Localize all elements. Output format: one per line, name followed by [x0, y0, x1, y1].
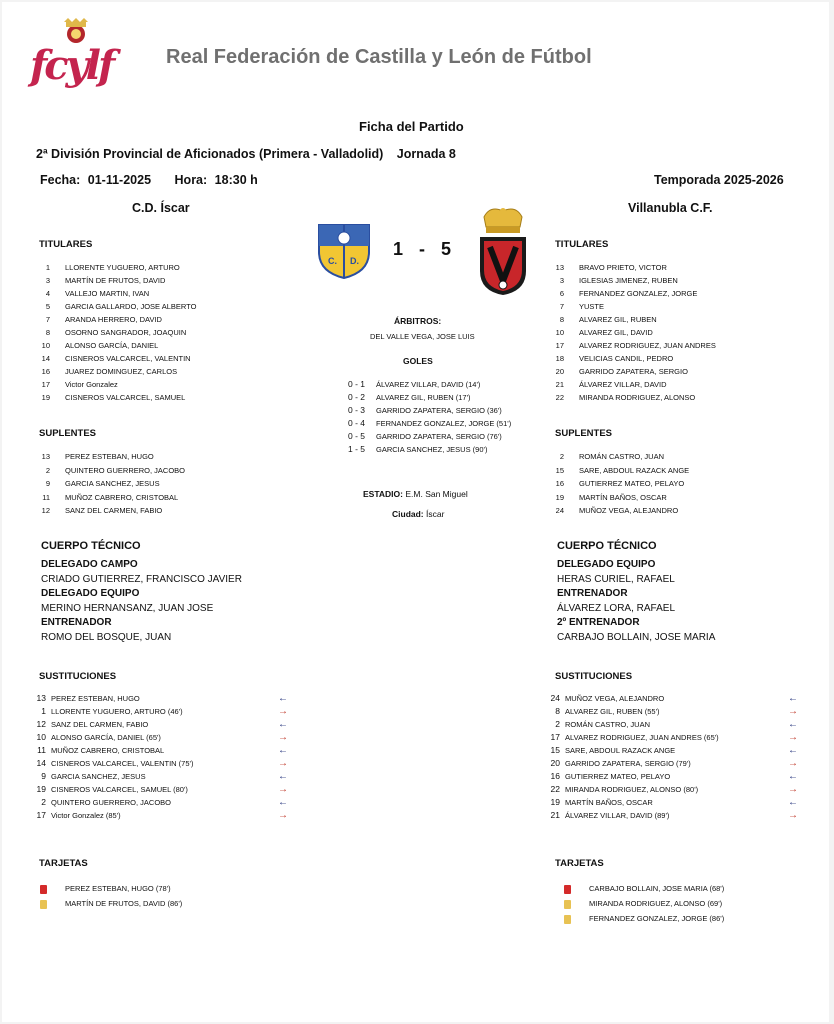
goal-scorer: ÁLVAREZ VILLAR, DAVID (14') — [376, 380, 481, 389]
referee-name: DEL VALLE VEGA, JOSE LUIS — [370, 332, 475, 341]
home-starter-number: 10 — [41, 341, 50, 350]
home-team-name: C.D. Íscar — [132, 201, 190, 215]
home-substitution-row — [32, 731, 161, 744]
home-starter-name: JUAREZ DOMINGUEZ, CARLOS — [65, 367, 178, 376]
home-starter-number: 17 — [41, 380, 50, 389]
arrow-left-icon: ← — [278, 693, 288, 704]
date-time-line — [40, 173, 258, 187]
away-sub-name: GUTIERREZ MATEO, PELAYO — [579, 479, 685, 488]
away-sub-number: 15 — [555, 465, 564, 475]
city — [392, 509, 444, 519]
away-sub-number: 24 — [555, 506, 564, 515]
away-starter-name: VELICIAS CANDIL, PEDRO — [579, 354, 674, 363]
goal-score: 0 - 4 — [348, 418, 366, 428]
arrow-left-icon: ← — [278, 771, 288, 782]
home-starter-number: 7 — [45, 315, 50, 324]
arrow-left-icon: ← — [788, 693, 798, 704]
home-substitution-number: 10 — [36, 732, 46, 742]
home-substitutions-title: SUSTITUCIONES — [39, 671, 117, 682]
home-starters-title: TITULARES — [39, 239, 93, 250]
home-substitution-name: ALONSO GARCÍA, DANIEL (65') — [51, 733, 161, 742]
home-staff-list — [41, 558, 242, 645]
away-sub-name: SARE, ABDOUL RAZACK ANGE — [579, 465, 690, 475]
away-sub-number: 16 — [555, 479, 564, 488]
home-substitution-name: PEREZ ESTEBAN, HUGO — [51, 694, 140, 703]
away-starter-name: GARRIDO ZAPATERA, SERGIO — [579, 367, 688, 376]
home-substitution-number: 12 — [36, 719, 46, 729]
home-substitution-number: 1 — [41, 706, 46, 716]
home-starter-row — [36, 379, 118, 391]
goals-title: GOLES — [403, 356, 433, 366]
home-sub-number: 11 — [42, 492, 50, 502]
home-substitution-row — [32, 718, 148, 731]
arrow-left-icon: ← — [278, 745, 288, 756]
home-starter-row — [36, 301, 196, 313]
home-substitution-name: QUINTERO GUERRERO, JACOBO — [51, 798, 172, 807]
home-starter-row — [36, 327, 186, 339]
home-starter-number: 16 — [41, 367, 50, 376]
away-staff-title: CUERPO TÉCNICO — [557, 540, 657, 552]
away-substitution-number: 19 — [550, 797, 560, 807]
away-staff-role: ENTRENADOR — [557, 588, 628, 599]
away-starter-row — [550, 301, 604, 313]
goal-score: 0 - 3 — [348, 405, 366, 415]
away-staff-name: HERAS CURIEL, RAFAEL — [557, 573, 675, 585]
city-label: Ciudad: — [392, 509, 424, 519]
home-starter-row — [36, 262, 180, 274]
goal-scorer: FERNANDEZ GONZALEZ, JORGE (51') — [376, 419, 512, 428]
home-starter-name: GARCIA GALLARDO, JOSE ALBERTO — [65, 302, 197, 311]
home-starter-name: MARTÍN DE FRUTOS, DAVID — [65, 276, 166, 285]
away-substitutions-title: SUSTITUCIONES — [555, 671, 633, 682]
away-sub-row — [550, 505, 678, 517]
home-starter-number: 3 — [45, 276, 50, 285]
sheet-title: Ficha del Partido — [359, 119, 464, 134]
home-substitution-number: 13 — [36, 693, 46, 703]
competition-line — [36, 147, 456, 161]
home-starter-name: ARANDA HERRERO, DAVID — [65, 315, 162, 324]
away-staff-name: CARBAJO BOLLAIN, JOSE MARIA — [557, 631, 716, 643]
round: Jornada 8 — [396, 147, 456, 161]
goal-row — [348, 443, 487, 456]
goal-scorer: GARRIDO ZAPATERA, SERGIO (36') — [376, 406, 502, 415]
away-starter-number: 13 — [555, 263, 564, 272]
home-substitution-row — [32, 705, 183, 718]
home-substitution-row — [32, 744, 164, 757]
federation-title: Real Federación de Castilla y León de Fútbol — [166, 46, 592, 68]
away-starter-number: 3 — [559, 276, 564, 285]
away-sub-name: ROMÁN CASTRO, JUAN — [579, 452, 665, 461]
home-substitution-number: 2 — [41, 797, 46, 807]
away-starter-name: ÁLVAREZ VILLAR, DAVID — [579, 380, 667, 389]
away-card-name: FERNANDEZ GONZALEZ, JORGE (86') — [589, 914, 725, 923]
away-starter-number: 17 — [555, 341, 564, 350]
away-sub-number: 2 — [559, 452, 564, 461]
score — [393, 239, 451, 260]
arrow-left-icon: ← — [788, 797, 798, 808]
away-starter-name: YUSTE — [579, 302, 605, 311]
svg-text:D.: D. — [350, 256, 359, 266]
home-starter-number: 19 — [41, 393, 50, 402]
away-substitution-number: 17 — [550, 732, 560, 742]
away-starter-row — [550, 392, 695, 404]
away-substitution-name: MUÑOZ VEGA, ALEJANDRO — [565, 694, 665, 703]
away-substitution-row — [546, 705, 660, 718]
away-substitution-number: 16 — [550, 771, 560, 781]
home-staff-role: ENTRENADOR — [41, 617, 112, 628]
away-starter-row — [550, 262, 667, 274]
away-card-name: MIRANDA RODRIGUEZ, ALONSO (69') — [589, 899, 723, 908]
score-separator: - — [419, 239, 426, 259]
away-sub-name: MARTÍN BAÑOS, OSCAR — [579, 492, 667, 502]
home-substitution-row — [32, 809, 121, 822]
away-staff-role: 2º ENTRENADOR — [557, 617, 640, 628]
away-starter-row — [550, 275, 678, 287]
home-staff-role: DELEGADO EQUIPO — [41, 588, 140, 599]
away-starter-row — [550, 366, 688, 378]
score-away: 5 — [441, 239, 452, 259]
arrow-right-icon: → — [278, 706, 288, 717]
away-cards-title: TARJETAS — [555, 858, 604, 869]
home-substitution-number: 14 — [36, 758, 46, 768]
home-starter-name: LLORENTE YUGUERO, ARTURO — [65, 263, 180, 272]
home-subs-title: SUPLENTES — [39, 428, 97, 439]
away-substitution-name: GUTIERREZ MATEO, PELAYO — [565, 772, 671, 781]
away-substitution-number: 24 — [550, 693, 560, 703]
arrow-right-icon: → — [788, 758, 798, 769]
referees-title: ÁRBITROS: — [394, 316, 442, 326]
away-substitution-row — [546, 757, 691, 770]
stadium-label: ESTADIO: — [363, 489, 403, 499]
federation-logo — [28, 18, 128, 106]
home-substitution-number: 17 — [36, 810, 46, 820]
away-substitution-name: ÁLVAREZ VILLAR, DAVID (89') — [565, 811, 670, 820]
away-substitution-row — [546, 718, 650, 731]
away-team-crest — [476, 205, 530, 302]
arrow-right-icon: → — [278, 758, 288, 769]
away-substitution-name: GARRIDO ZAPATERA, SERGIO (79') — [565, 759, 691, 768]
away-substitution-number: 22 — [550, 784, 560, 794]
arrow-right-icon: → — [278, 732, 288, 743]
arrow-left-icon: ← — [278, 797, 288, 808]
away-sub-row — [550, 478, 684, 490]
away-card-row — [564, 897, 722, 910]
home-starter-row — [36, 366, 177, 378]
home-starter-name: VALLEJO MARTIN, IVAN — [65, 289, 150, 298]
home-sub-number: 13 — [41, 452, 50, 461]
away-substitution-row — [546, 796, 653, 809]
arrow-right-icon: → — [278, 784, 288, 795]
season: Temporada 2025-2026 — [654, 173, 784, 187]
goal-score: 0 - 2 — [348, 392, 366, 402]
away-substitution-row — [546, 770, 670, 783]
score-home: 1 — [393, 239, 404, 259]
away-substitution-name: ROMÁN CASTRO, JUAN — [565, 720, 651, 729]
home-starter-row — [36, 340, 158, 352]
home-sub-name: MUÑOZ CABRERO, CRISTOBAL — [65, 492, 179, 502]
home-substitution-row — [32, 796, 171, 809]
home-starter-name: CISNEROS VALCARCEL, SAMUEL — [65, 393, 186, 402]
home-sub-row — [36, 505, 162, 517]
home-sub-number: 2 — [45, 465, 50, 475]
goal-row — [348, 391, 471, 404]
home-sub-row — [36, 465, 185, 477]
away-starter-number: 21 — [555, 380, 564, 389]
away-starter-number: 20 — [555, 367, 564, 376]
home-substitution-number: 11 — [37, 745, 46, 755]
goal-row — [348, 378, 480, 391]
home-substitution-row — [32, 692, 140, 705]
away-starter-name: ALVAREZ RODRIGUEZ, JUAN ANDRES — [579, 341, 716, 350]
away-substitution-name: ALVAREZ GIL, RUBEN (55') — [565, 707, 660, 716]
home-substitution-row — [32, 783, 188, 796]
away-substitution-row — [546, 783, 698, 796]
away-substitution-name: SARE, ABDOUL RAZACK ANGE — [565, 746, 676, 755]
arrow-left-icon: ← — [788, 745, 798, 756]
away-team-name: Villanubla C.F. — [628, 201, 713, 215]
home-card-name: PEREZ ESTEBAN, HUGO (78') — [65, 884, 171, 893]
arrow-right-icon: → — [788, 810, 798, 821]
away-sub-row — [550, 492, 667, 504]
home-starter-row — [36, 288, 149, 300]
home-staff-name: ROMO DEL BOSQUE, JUAN — [41, 631, 172, 643]
date-label: Fecha: — [40, 173, 81, 187]
goal-row — [348, 417, 511, 430]
away-substitution-number: 20 — [550, 758, 560, 768]
away-staff-name: ÁLVAREZ LORA, RAFAEL — [557, 602, 676, 614]
away-starters-title: TITULARES — [555, 239, 609, 250]
away-starter-number: 10 — [555, 328, 564, 337]
home-substitution-name: CISNEROS VALCARCEL, SAMUEL (80') — [51, 785, 188, 794]
home-substitution-row — [32, 757, 193, 770]
home-substitution-name: MUÑOZ CABRERO, CRISTOBAL — [51, 746, 165, 755]
away-staff-list — [557, 558, 715, 645]
away-substitution-row — [546, 809, 669, 822]
away-starter-number: 6 — [559, 289, 564, 298]
away-starter-name: MIRANDA RODRIGUEZ, ALONSO — [579, 393, 696, 402]
city-value: Íscar — [426, 509, 445, 519]
away-substitution-number: 21 — [550, 810, 560, 820]
away-sub-row — [550, 451, 664, 463]
home-substitution-number: 19 — [36, 784, 46, 794]
away-card-name: CARBAJO BOLLAIN, JOSE MARIA (68') — [589, 884, 725, 893]
home-cards-title: TARJETAS — [39, 858, 88, 869]
away-starter-row — [550, 288, 697, 300]
away-substitution-number: 2 — [555, 719, 560, 729]
away-staff-role: DELEGADO EQUIPO — [557, 559, 656, 570]
home-staff-name: CRIADO GUTIERREZ, FRANCISCO JAVIER — [41, 573, 242, 585]
home-card-card-icon — [40, 885, 47, 894]
away-starter-name: FERNANDEZ GONZALEZ, JORGE — [579, 289, 698, 298]
away-starter-row — [550, 353, 673, 365]
federation-logo-text: fcylf — [30, 42, 113, 89]
home-substitution-name: GARCIA SANCHEZ, JESUS — [51, 772, 146, 781]
away-substitution-name: MARTÍN BAÑOS, OSCAR — [565, 798, 653, 807]
home-starter-name: ALONSO GARCÍA, DANIEL — [65, 341, 159, 350]
home-substitution-row — [32, 770, 146, 783]
away-card-card-icon — [564, 885, 571, 894]
arrow-right-icon: → — [788, 784, 798, 795]
away-substitution-row — [546, 731, 719, 744]
away-sub-number: 19 — [555, 492, 564, 502]
away-starter-name: ALVAREZ GIL, DAVID — [579, 328, 653, 337]
away-starter-name: IGLESIAS JIMENEZ, RUBEN — [579, 276, 678, 285]
goal-score: 1 - 5 — [348, 444, 366, 454]
away-substitution-row — [546, 744, 675, 757]
date-value: 01-11-2025 — [87, 173, 152, 187]
stadium-value: E.M. San Miguel — [405, 489, 468, 499]
away-substitution-name: ALVAREZ RODRIGUEZ, JUAN ANDRES (65') — [565, 733, 719, 742]
competition: 2ª División Provincial de Aficionados (Primera - Valladolid) — [36, 147, 384, 161]
home-substitution-name: SANZ DEL CARMEN, FABIO — [51, 720, 149, 729]
home-starter-number: 8 — [45, 328, 50, 337]
home-starter-name: CISNEROS VALCARCEL, VALENTIN — [65, 354, 191, 363]
home-card-row — [40, 882, 171, 895]
home-starter-row — [36, 275, 165, 287]
home-card-name: MARTÍN DE FRUTOS, DAVID (86') — [65, 899, 183, 908]
away-substitution-name: MIRANDA RODRIGUEZ, ALONSO (80') — [565, 785, 699, 794]
away-substitution-number: 15 — [550, 745, 560, 755]
away-starter-row — [550, 314, 657, 326]
home-team-crest — [316, 222, 372, 285]
home-starter-name: Victor Gonzalez — [65, 380, 118, 389]
away-substitution-number: 8 — [555, 706, 560, 716]
home-sub-row — [36, 478, 160, 490]
away-card-row — [564, 912, 724, 925]
away-starter-number: 22 — [555, 393, 564, 402]
home-sub-name: QUINTERO GUERRERO, JACOBO — [65, 465, 186, 475]
home-staff-title: CUERPO TÉCNICO — [41, 540, 141, 552]
home-substitution-number: 9 — [41, 771, 46, 781]
goal-scorer: GARRIDO ZAPATERA, SERGIO (76') — [376, 432, 502, 441]
home-sub-name: PEREZ ESTEBAN, HUGO — [65, 452, 154, 461]
away-starter-name: ALVAREZ GIL, RUBEN — [579, 315, 657, 324]
goal-scorer: ALVAREZ GIL, RUBEN (17') — [376, 393, 471, 402]
away-substitution-row — [546, 692, 664, 705]
away-sub-row — [550, 465, 689, 477]
stadium — [363, 489, 468, 499]
time-label: Hora: — [174, 173, 208, 187]
away-card-row — [564, 882, 724, 895]
away-sub-name: MUÑOZ VEGA, ALEJANDRO — [579, 506, 679, 515]
home-card-card-icon — [40, 900, 47, 909]
away-starter-number: 18 — [555, 354, 564, 363]
home-staff-role: DELEGADO CAMPO — [41, 559, 138, 570]
away-starter-row — [550, 340, 716, 352]
home-staff-name: MERINO HERNANSANZ, JUAN JOSE — [41, 602, 214, 614]
away-starter-row — [550, 379, 667, 391]
home-sub-number: 9 — [45, 479, 50, 488]
home-starter-number: 5 — [45, 302, 50, 311]
home-starter-name: OSORNO SANGRADOR, JOAQUIN — [65, 328, 187, 337]
svg-text:C.: C. — [328, 256, 337, 266]
home-sub-name: GARCIA SANCHEZ, JESUS — [65, 479, 160, 488]
home-sub-row — [36, 492, 178, 504]
away-starter-number: 7 — [559, 302, 564, 311]
home-substitution-name: CISNEROS VALCARCEL, VALENTIN (75') — [51, 759, 194, 768]
home-starter-number: 14 — [41, 354, 50, 363]
away-card-card-icon — [564, 900, 571, 909]
arrow-left-icon: ← — [788, 771, 798, 782]
goal-row — [348, 430, 502, 443]
home-substitution-name: Victor Gonzalez (85') — [51, 811, 121, 820]
away-card-card-icon — [564, 915, 571, 924]
goal-score: 0 - 1 — [348, 379, 366, 389]
away-starter-name: BRAVO PRIETO, VICTOR — [579, 263, 667, 272]
arrow-left-icon: ← — [788, 719, 798, 730]
home-sub-row — [36, 451, 154, 463]
home-substitution-name: LLORENTE YUGUERO, ARTURO (46') — [51, 707, 183, 716]
arrow-right-icon: → — [278, 810, 288, 821]
home-sub-number: 12 — [41, 506, 50, 515]
away-subs-title: SUPLENTES — [555, 428, 613, 439]
away-starter-number: 8 — [559, 315, 564, 324]
home-sub-name: SANZ DEL CARMEN, FABIO — [65, 506, 163, 515]
home-starter-row — [36, 353, 191, 365]
arrow-left-icon: ← — [278, 719, 288, 730]
away-starter-row — [550, 327, 653, 339]
match-sheet-page — [2, 2, 829, 1022]
goal-scorer: GARCIA SANCHEZ, JESUS (90') — [376, 445, 488, 454]
home-card-row — [40, 897, 182, 910]
arrow-right-icon: → — [788, 732, 798, 743]
goal-row — [348, 404, 502, 417]
home-starter-number: 4 — [45, 289, 50, 298]
time-value: 18:30 h — [214, 173, 258, 187]
goal-score: 0 - 5 — [348, 431, 366, 441]
home-starter-row — [36, 392, 185, 404]
arrow-right-icon: → — [788, 706, 798, 717]
home-starter-number: 1 — [45, 263, 50, 272]
home-starter-row — [36, 314, 162, 326]
